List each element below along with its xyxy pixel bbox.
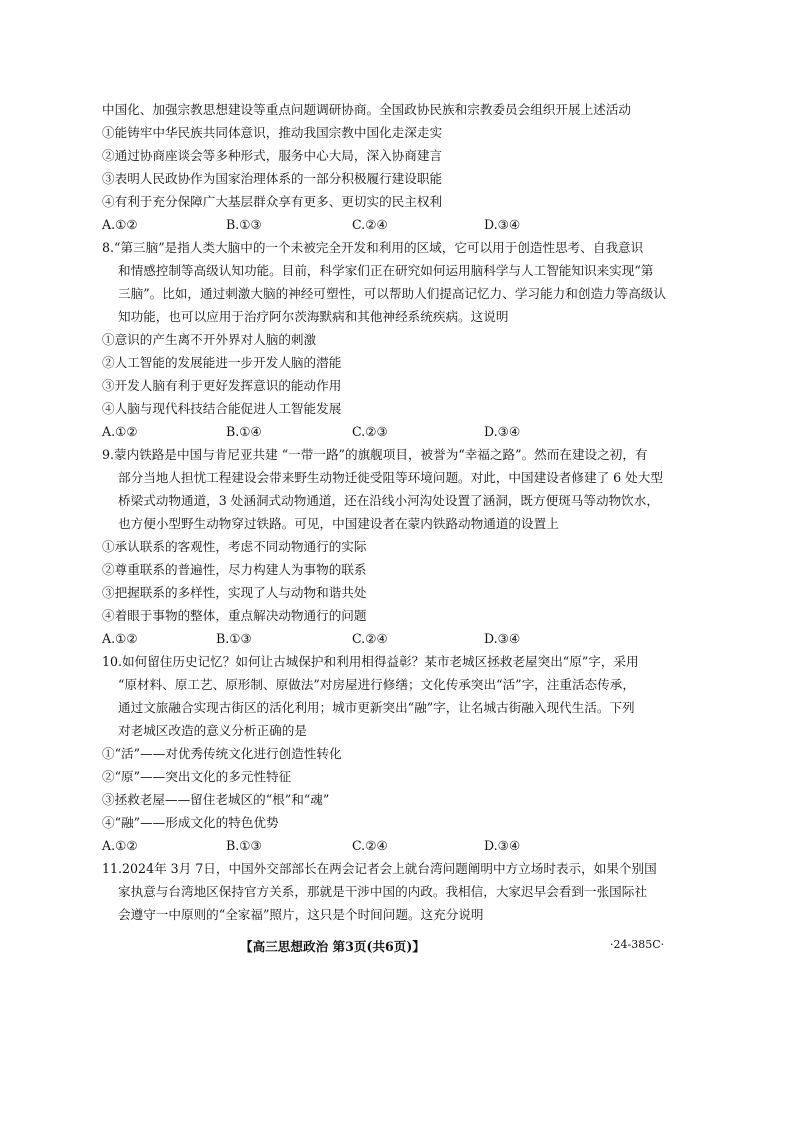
q10-option-b: B.①③ xyxy=(226,838,262,853)
q11-stem-line-3: 会遵守一中原则的“全家福”照片，这只是个时间问题。这充分说明 xyxy=(118,907,484,922)
q8-option-b: B.①④ xyxy=(226,424,262,439)
q8-stem-line-1: 8.“第三脑”是指人类大脑中的一个未被完全开发和利用的区域，它可以用于创造性思考、自我意识 xyxy=(102,240,644,255)
q11-stem-line-1: 11.2024年 3月 7日，中国外交部部长在两会记者会上就台湾问题阐明中方立场时表示，如果个别国 xyxy=(102,861,657,876)
q9-item-3: ③把握联系的多样性，实现了人与动物和谐共处 xyxy=(102,585,367,600)
q9-item-4: ④着眼于事物的整体，重点解决动物通行的问题 xyxy=(102,608,367,623)
q10-option-d: D.③④ xyxy=(484,838,521,853)
q9-stem-line-1: 9.蒙内铁路是中国与肯尼亚共建 “一带一路”的旗舰项目，被誉为“幸福之路”。然而在建设之初，有 xyxy=(102,447,648,462)
q7-option-b: B.①③ xyxy=(226,217,262,232)
q9-item-2: ②尊重联系的普遍性，尽力构建人为事物的联系 xyxy=(102,562,367,577)
q9-option-b: B.①③ xyxy=(216,631,252,646)
q8-stem-line-4: 知功能，也可以应用于治疗阿尔茨海默病和其他神经系统疾病。这说明 xyxy=(118,309,509,324)
q11-stem-line-2: 家执意与台湾地区保持官方关系，那就是干涉中国的内政。我相信，大家迟早会看到一张国际社 xyxy=(118,884,647,899)
q8-option-a: A.①② xyxy=(102,424,138,439)
q9-option-d: D.③④ xyxy=(484,631,521,646)
q10-item-3: ③拯救老屋——留住老城区的“根”和“魂” xyxy=(102,792,330,807)
q8-option-d: D.③④ xyxy=(484,424,521,439)
q10-stem-line-3: 通过文旅融合实现古街区的活化利用；城市更新突出“融”字，让名城古街融入现代生活。下列 xyxy=(118,700,635,715)
q7-stem-tail: 中国化、加强宗教思想建设等重点问题调研协商。全国政协民族和宗教委员会组织开展上述活动 xyxy=(102,102,631,117)
q10-item-4: ④“融”——形成文化的特色优势 xyxy=(102,815,279,830)
q9-stem-line-2: 部分当地人担忧工程建设会带来野生动物迁徙受阻等环境问题。对此，中国建设者修建了 6 处大型 xyxy=(118,470,663,485)
q9-option-c: C.②④ xyxy=(352,631,388,646)
q7-item-2: ②通过协商座谈会等多种形式，服务中心大局，深入协商建言 xyxy=(102,148,443,163)
q7-option-d: D.③④ xyxy=(484,217,521,232)
page-footer: 【高三思想政治 第3页(共6页)】 xyxy=(240,939,425,954)
q8-stem-line-2: 和情感控制等高级认知功能。目前，科学家们正在研究如何运用脑科学与人工智能知识来实现“第 xyxy=(118,263,654,278)
q10-stem-line-4: 对老城区改造的意义分析正确的是 xyxy=(118,723,307,738)
q10-item-1: ①“活”——对优秀传统文化进行创造性转化 xyxy=(102,746,342,761)
q7-item-3: ③表明人民政协作为国家治理体系的一部分积极履行建设职能 xyxy=(102,171,443,186)
q9-item-1: ①承认联系的客观性，考虑不同动物通行的实际 xyxy=(102,539,367,554)
q10-option-c: C.②④ xyxy=(352,838,388,853)
q7-option-c: C.②④ xyxy=(352,217,388,232)
q9-stem-line-4: 也方便小型野生动物穿过铁路。可见，中国建设者在蒙内铁路动物通道的设置上 xyxy=(118,516,559,531)
q10-item-2: ②“原”——突出文化的多元性特征 xyxy=(102,769,292,784)
q9-stem-line-3: 桥梁式动物通道，3 处涵洞式动物通道，还在沿线小河沟处设置了涵洞，既方便斑马等动物饮水， xyxy=(118,493,659,508)
q8-item-4: ④人脑与现代科技结合能促进人工智能发展 xyxy=(102,401,342,416)
q10-option-a: A.①② xyxy=(102,838,138,853)
q8-item-1: ①意识的产生离不开外界对人脑的刺激 xyxy=(102,332,317,347)
q9-option-a: A.①② xyxy=(102,631,138,646)
q8-option-c: C.②③ xyxy=(352,424,388,439)
q10-stem-line-1: 10.如何留住历史记忆？如何让古城保护和利用相得益彰？某市老城区拯救老屋突出“原”字，采用 xyxy=(102,654,639,669)
q8-item-2: ②人工智能的发展能进一步开发人脑的潜能 xyxy=(102,355,342,370)
paper-code: ·24-385C· xyxy=(610,938,665,951)
q7-item-4: ④有利于充分保障广大基层群众享有更多、更切实的民主权利 xyxy=(102,194,443,209)
q8-stem-line-3: 三脑”。比如，通过刺激大脑的神经可塑性，可以帮助人们提高记忆力、学习能力和创造力等高级认 xyxy=(118,286,666,301)
q7-item-1: ①能铸牢中华民族共同体意识，推动我国宗教中国化走深走实 xyxy=(102,125,443,140)
q7-option-a: A.①② xyxy=(102,217,138,232)
q10-stem-line-2: “原材料、原工艺、原形制、原做法”对房屋进行修缮；文化传承突出“活”字，注重活态传承， xyxy=(118,677,635,692)
q8-item-3: ③开发人脑有利于更好发挥意识的能动作用 xyxy=(102,378,342,393)
